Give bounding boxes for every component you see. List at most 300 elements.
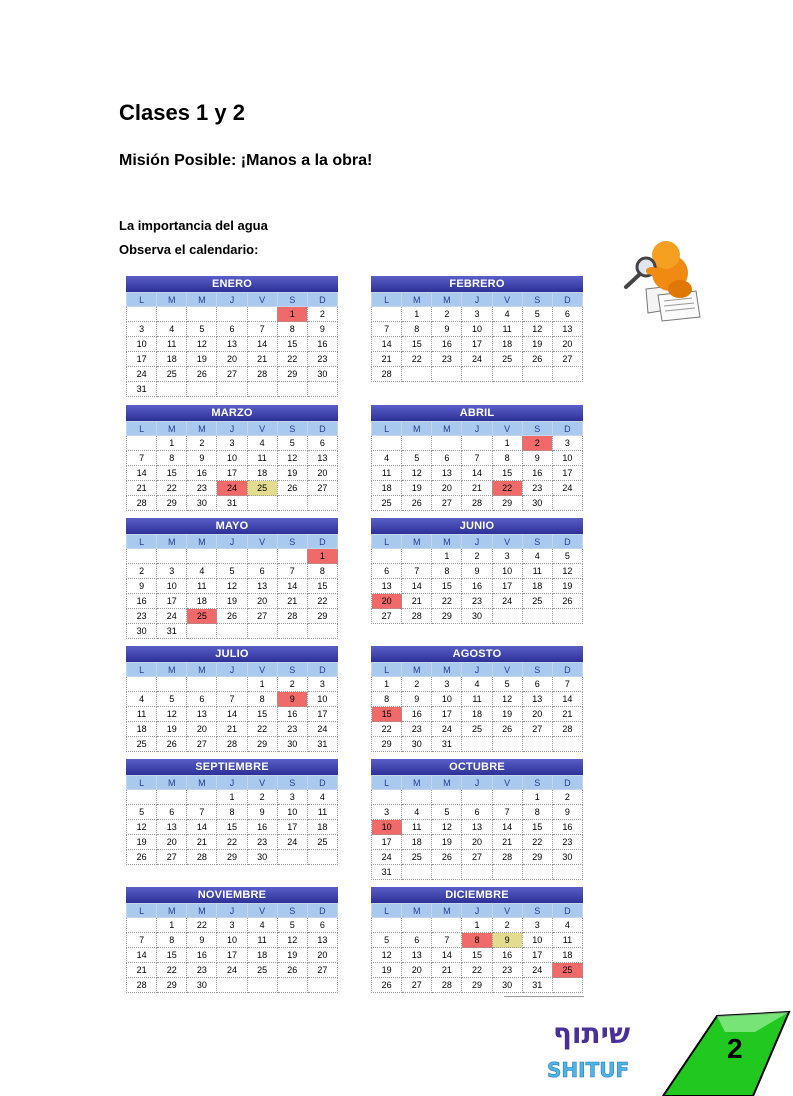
- month-table: [371, 534, 583, 624]
- week-row: [372, 805, 583, 820]
- day-cell: 17: [307, 707, 337, 722]
- month-calendar: [126, 646, 338, 752]
- week-row: [372, 337, 583, 352]
- page-number-corner: [655, 1010, 793, 1096]
- week-row: [372, 496, 583, 511]
- day-cell: 24: [492, 594, 522, 609]
- day-cell: 18: [552, 948, 582, 963]
- weekday-header: L: [372, 663, 402, 677]
- day-cell: [217, 549, 247, 564]
- weekday-header: M: [187, 535, 217, 549]
- day-cell: 5: [492, 677, 522, 692]
- day-cell: 5: [522, 307, 552, 322]
- day-cell: 30: [277, 737, 307, 752]
- weekday-header: L: [127, 293, 157, 307]
- day-cell: [307, 382, 337, 397]
- month-table: [126, 421, 338, 511]
- day-cell: [307, 850, 337, 865]
- day-cell: [217, 978, 247, 993]
- month-title: MARZO: [126, 405, 338, 421]
- day-cell: 30: [462, 609, 492, 624]
- day-cell: 22: [277, 352, 307, 367]
- day-cell: 21: [462, 481, 492, 496]
- day-cell: 24: [217, 481, 247, 496]
- month-calendar: [126, 405, 338, 511]
- day-cell: 30: [307, 367, 337, 382]
- day-cell: 24: [217, 963, 247, 978]
- day-cell: 28: [402, 609, 432, 624]
- weekday-header: D: [307, 776, 337, 790]
- day-cell: 22: [402, 352, 432, 367]
- day-cell: 2: [462, 549, 492, 564]
- day-cell: 8: [157, 933, 187, 948]
- month-table: [371, 662, 583, 752]
- weekday-header: M: [402, 904, 432, 918]
- day-cell: 27: [462, 850, 492, 865]
- weekday-header: J: [217, 535, 247, 549]
- weekday-header: M: [187, 663, 217, 677]
- day-cell: 17: [522, 948, 552, 963]
- day-cell: 11: [187, 579, 217, 594]
- day-cell: 9: [432, 322, 462, 337]
- day-cell: 16: [187, 466, 217, 481]
- day-cell: 4: [552, 918, 582, 933]
- day-cell: 8: [402, 322, 432, 337]
- day-cell: [522, 865, 552, 880]
- week-row: [127, 805, 338, 820]
- day-cell: 16: [402, 707, 432, 722]
- day-cell: [127, 549, 157, 564]
- day-cell: 16: [247, 820, 277, 835]
- weekday-header: L: [372, 535, 402, 549]
- day-cell: 16: [462, 579, 492, 594]
- week-row: [372, 692, 583, 707]
- day-cell: 7: [277, 564, 307, 579]
- day-cell: [552, 609, 582, 624]
- day-cell: 9: [522, 451, 552, 466]
- day-cell: 31: [127, 382, 157, 397]
- day-cell: 21: [372, 352, 402, 367]
- day-cell: 29: [157, 978, 187, 993]
- logo-latin-text: SHITUF: [547, 1058, 630, 1082]
- day-cell: 22: [307, 594, 337, 609]
- day-cell: 27: [187, 737, 217, 752]
- day-cell: 2: [522, 436, 552, 451]
- weekday-header: L: [127, 904, 157, 918]
- day-cell: 22: [432, 594, 462, 609]
- day-cell: 29: [372, 737, 402, 752]
- week-row: [127, 835, 338, 850]
- day-cell: 17: [277, 820, 307, 835]
- day-cell: 12: [277, 933, 307, 948]
- day-cell: 3: [372, 805, 402, 820]
- weekday-header: J: [217, 904, 247, 918]
- day-cell: 11: [247, 451, 277, 466]
- week-row: [372, 790, 583, 805]
- day-cell: 12: [402, 466, 432, 481]
- day-cell: 29: [307, 609, 337, 624]
- day-cell: 6: [372, 564, 402, 579]
- day-cell: 21: [277, 594, 307, 609]
- day-cell: 19: [432, 835, 462, 850]
- month-calendar: [126, 518, 338, 639]
- logo-hebrew-text: שיתוף: [553, 1017, 631, 1050]
- day-cell: [127, 436, 157, 451]
- day-cell: [372, 790, 402, 805]
- day-cell: 25: [247, 963, 277, 978]
- day-cell: 21: [552, 707, 582, 722]
- day-cell: 17: [552, 466, 582, 481]
- day-cell: 13: [307, 933, 337, 948]
- day-cell: 16: [492, 948, 522, 963]
- weekday-header: M: [402, 422, 432, 436]
- day-cell: 29: [462, 978, 492, 993]
- day-cell: 3: [157, 564, 187, 579]
- day-cell: 23: [187, 481, 217, 496]
- weekday-header: S: [277, 776, 307, 790]
- day-cell: [277, 624, 307, 639]
- day-cell: 9: [247, 805, 277, 820]
- day-cell: 31: [432, 737, 462, 752]
- day-cell: 28: [127, 496, 157, 511]
- week-row: [127, 579, 338, 594]
- day-cell: 8: [372, 692, 402, 707]
- day-cell: 10: [157, 579, 187, 594]
- day-cell: 20: [402, 963, 432, 978]
- day-cell: 12: [127, 820, 157, 835]
- month-title: NOVIEMBRE: [126, 887, 338, 903]
- day-cell: 10: [552, 451, 582, 466]
- day-cell: 26: [217, 609, 247, 624]
- week-row: [372, 963, 583, 978]
- month-table: [126, 292, 338, 397]
- day-cell: [462, 737, 492, 752]
- week-row: [127, 737, 338, 752]
- month-calendar: [126, 276, 338, 397]
- day-cell: 9: [187, 933, 217, 948]
- weekday-header: M: [402, 663, 432, 677]
- day-cell: 17: [127, 352, 157, 367]
- day-cell: 1: [402, 307, 432, 322]
- day-cell: 27: [217, 367, 247, 382]
- day-cell: 9: [277, 692, 307, 707]
- day-cell: 6: [552, 307, 582, 322]
- week-row: [127, 466, 338, 481]
- day-cell: 21: [127, 963, 157, 978]
- day-cell: 25: [187, 609, 217, 624]
- day-cell: 20: [522, 707, 552, 722]
- day-cell: [187, 790, 217, 805]
- month-calendar: [126, 887, 338, 993]
- day-cell: 13: [217, 337, 247, 352]
- week-row: [127, 481, 338, 496]
- day-cell: 4: [522, 549, 552, 564]
- day-cell: 19: [217, 594, 247, 609]
- day-cell: 20: [462, 835, 492, 850]
- day-cell: [127, 307, 157, 322]
- day-cell: 5: [277, 918, 307, 933]
- day-cell: 26: [372, 978, 402, 993]
- weekday-header: D: [552, 535, 582, 549]
- week-row: [127, 948, 338, 963]
- day-cell: 8: [492, 451, 522, 466]
- day-cell: 15: [157, 948, 187, 963]
- week-row: [372, 820, 583, 835]
- day-cell: 17: [432, 707, 462, 722]
- day-cell: [307, 624, 337, 639]
- shituf-logo: [543, 1015, 643, 1085]
- day-cell: 28: [462, 496, 492, 511]
- week-row: [127, 352, 338, 367]
- day-cell: 17: [217, 948, 247, 963]
- day-cell: [247, 624, 277, 639]
- day-cell: 5: [277, 436, 307, 451]
- month-title: FEBRERO: [371, 276, 583, 292]
- day-cell: 24: [157, 609, 187, 624]
- week-row: [372, 609, 583, 624]
- weekday-header: M: [432, 904, 462, 918]
- weekday-header: S: [277, 663, 307, 677]
- weekday-header: V: [247, 535, 277, 549]
- day-cell: 20: [247, 594, 277, 609]
- weekday-header: L: [127, 422, 157, 436]
- day-cell: 19: [277, 948, 307, 963]
- day-cell: 10: [492, 564, 522, 579]
- page-subtitle: Misión Posible: ¡Manos a la obra!: [119, 152, 373, 169]
- day-cell: 21: [217, 722, 247, 737]
- day-cell: 25: [372, 496, 402, 511]
- day-cell: 15: [402, 337, 432, 352]
- day-cell: 26: [277, 481, 307, 496]
- day-cell: 1: [372, 677, 402, 692]
- day-cell: 20: [307, 948, 337, 963]
- day-cell: 14: [127, 466, 157, 481]
- weekday-header: V: [247, 293, 277, 307]
- weekday-header: L: [372, 904, 402, 918]
- day-cell: 2: [187, 436, 217, 451]
- week-row: [372, 737, 583, 752]
- day-cell: 20: [552, 337, 582, 352]
- weekday-header: V: [247, 776, 277, 790]
- month-table: [126, 903, 338, 993]
- day-cell: 17: [492, 579, 522, 594]
- day-cell: 24: [432, 722, 462, 737]
- month-calendar: [371, 518, 583, 624]
- month-calendar: [371, 276, 583, 382]
- day-cell: [247, 549, 277, 564]
- day-cell: 15: [157, 466, 187, 481]
- day-cell: 1: [462, 918, 492, 933]
- weekday-header: L: [127, 776, 157, 790]
- day-cell: 28: [552, 722, 582, 737]
- day-cell: 16: [552, 820, 582, 835]
- day-cell: 4: [187, 564, 217, 579]
- weekday-header: S: [522, 293, 552, 307]
- day-cell: 3: [432, 677, 462, 692]
- month-calendar: [371, 759, 583, 880]
- day-cell: 12: [217, 579, 247, 594]
- weekday-header: J: [217, 293, 247, 307]
- weekday-header: M: [187, 293, 217, 307]
- day-cell: 21: [492, 835, 522, 850]
- day-cell: 28: [492, 850, 522, 865]
- day-cell: 14: [247, 337, 277, 352]
- month-title: ENERO: [126, 276, 338, 292]
- week-row: [127, 564, 338, 579]
- day-cell: 31: [307, 737, 337, 752]
- day-cell: [157, 790, 187, 805]
- day-cell: 4: [307, 790, 337, 805]
- day-cell: [552, 367, 582, 382]
- day-cell: 7: [462, 451, 492, 466]
- day-cell: 6: [217, 322, 247, 337]
- weekday-header: V: [492, 663, 522, 677]
- day-cell: 5: [402, 451, 432, 466]
- day-cell: 18: [157, 352, 187, 367]
- weekday-header: L: [372, 293, 402, 307]
- day-cell: [217, 382, 247, 397]
- day-cell: 26: [492, 722, 522, 737]
- day-cell: [187, 307, 217, 322]
- day-cell: 20: [217, 352, 247, 367]
- day-cell: 13: [247, 579, 277, 594]
- weekday-header: D: [307, 293, 337, 307]
- week-row: [127, 382, 338, 397]
- day-cell: 4: [402, 805, 432, 820]
- day-cell: 4: [127, 692, 157, 707]
- day-cell: 3: [307, 677, 337, 692]
- day-cell: [552, 865, 582, 880]
- day-cell: 14: [217, 707, 247, 722]
- day-cell: 30: [402, 737, 432, 752]
- day-cell: 30: [522, 496, 552, 511]
- day-cell: 26: [157, 737, 187, 752]
- week-row: [127, 322, 338, 337]
- day-cell: 9: [307, 322, 337, 337]
- day-cell: [277, 496, 307, 511]
- day-cell: 26: [402, 496, 432, 511]
- month-table: [126, 662, 338, 752]
- weekday-header: S: [277, 904, 307, 918]
- day-cell: 11: [492, 322, 522, 337]
- day-cell: [187, 382, 217, 397]
- day-cell: 11: [307, 805, 337, 820]
- day-cell: [157, 382, 187, 397]
- day-cell: 7: [552, 677, 582, 692]
- day-cell: 25: [552, 963, 582, 978]
- day-cell: 15: [522, 820, 552, 835]
- day-cell: 27: [307, 481, 337, 496]
- weekday-header: D: [552, 776, 582, 790]
- weekday-header: M: [187, 904, 217, 918]
- day-cell: [522, 737, 552, 752]
- day-cell: 25: [307, 835, 337, 850]
- day-cell: [462, 790, 492, 805]
- week-row: [372, 352, 583, 367]
- day-cell: 1: [307, 549, 337, 564]
- day-cell: 6: [187, 692, 217, 707]
- weekday-header: S: [277, 535, 307, 549]
- day-cell: 8: [432, 564, 462, 579]
- day-cell: 11: [127, 707, 157, 722]
- day-cell: 11: [552, 933, 582, 948]
- weekday-header: M: [432, 776, 462, 790]
- day-cell: 2: [552, 790, 582, 805]
- week-row: [372, 322, 583, 337]
- day-cell: 4: [247, 436, 277, 451]
- day-cell: [492, 790, 522, 805]
- day-cell: 1: [157, 436, 187, 451]
- day-cell: 8: [247, 692, 277, 707]
- day-cell: 27: [157, 850, 187, 865]
- week-row: [127, 933, 338, 948]
- day-cell: 19: [277, 466, 307, 481]
- day-cell: 11: [157, 337, 187, 352]
- day-cell: [307, 978, 337, 993]
- day-cell: 14: [127, 948, 157, 963]
- day-cell: 28: [187, 850, 217, 865]
- day-cell: 20: [157, 835, 187, 850]
- day-cell: [277, 978, 307, 993]
- day-cell: [157, 307, 187, 322]
- week-row: [372, 564, 583, 579]
- day-cell: 15: [432, 579, 462, 594]
- weekday-header: M: [157, 904, 187, 918]
- weekday-header: J: [462, 535, 492, 549]
- day-cell: [522, 367, 552, 382]
- day-cell: 18: [187, 594, 217, 609]
- day-cell: 7: [217, 692, 247, 707]
- weekday-header: D: [307, 535, 337, 549]
- day-cell: 6: [307, 918, 337, 933]
- day-cell: 31: [372, 865, 402, 880]
- day-cell: 19: [402, 481, 432, 496]
- day-cell: 16: [432, 337, 462, 352]
- day-cell: 31: [217, 496, 247, 511]
- day-cell: 3: [217, 436, 247, 451]
- weekday-header: S: [522, 904, 552, 918]
- day-cell: 14: [402, 579, 432, 594]
- day-cell: 16: [127, 594, 157, 609]
- intro-line-1: La importancia del agua: [119, 218, 268, 233]
- day-cell: 24: [522, 963, 552, 978]
- week-row: [127, 978, 338, 993]
- day-cell: 26: [552, 594, 582, 609]
- day-cell: 10: [462, 322, 492, 337]
- day-cell: 10: [127, 337, 157, 352]
- week-row: [127, 609, 338, 624]
- day-cell: 11: [372, 466, 402, 481]
- day-cell: 12: [372, 948, 402, 963]
- day-cell: [247, 978, 277, 993]
- day-cell: [492, 737, 522, 752]
- day-cell: 7: [127, 451, 157, 466]
- day-cell: 23: [432, 352, 462, 367]
- day-cell: 13: [432, 466, 462, 481]
- day-cell: 12: [492, 692, 522, 707]
- weekday-header: J: [217, 776, 247, 790]
- day-cell: 25: [127, 737, 157, 752]
- day-cell: 28: [217, 737, 247, 752]
- day-cell: 10: [307, 692, 337, 707]
- week-row: [372, 850, 583, 865]
- day-cell: [187, 549, 217, 564]
- day-cell: 8: [217, 805, 247, 820]
- weekday-header: M: [432, 293, 462, 307]
- day-cell: 21: [432, 963, 462, 978]
- day-cell: 23: [277, 722, 307, 737]
- weekday-header: V: [247, 663, 277, 677]
